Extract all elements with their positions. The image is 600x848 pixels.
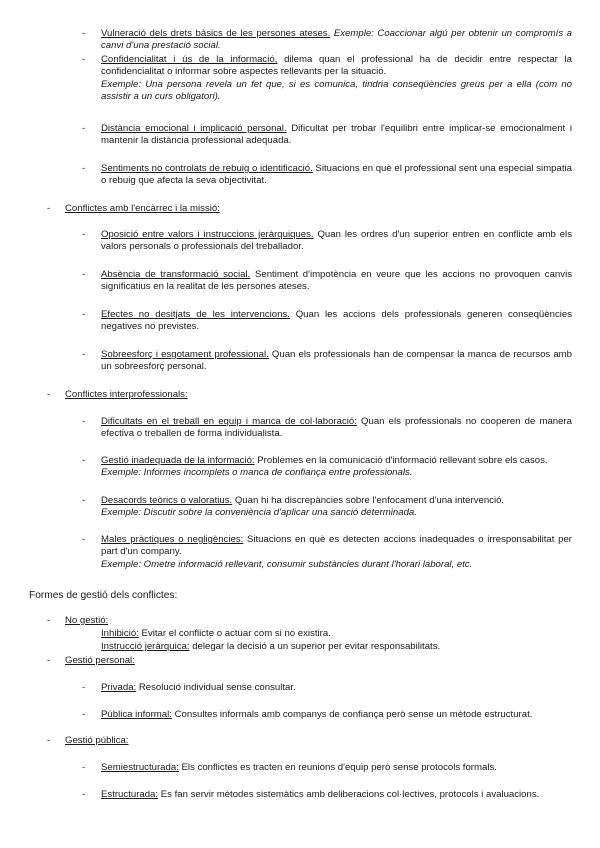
conflict-item	[101, 534, 572, 571]
management-description: Es fan servir mètodes sistemàtics amb deliberacions col·lectives, protocols i avaluacions.	[160, 789, 540, 800]
conflict-term: Gestió inadequada de la informació:	[101, 455, 255, 466]
bullet-dash: -	[82, 495, 86, 506]
management-description: Evitar el conflicte o actuar com si no existira.	[141, 628, 331, 639]
conflict-description: Quan les accions dels professionals generen conseqüències negatives no previstes.	[101, 309, 572, 333]
bullet-dash: -	[47, 735, 51, 746]
bullet-dash: -	[82, 309, 86, 320]
management-term: Semiestructurada:	[101, 762, 179, 773]
conflict-term: Sentiments no controlats de rebuig o identificació.	[101, 163, 313, 174]
conflict-example: Exemple: Una persona revela un fet que, si es comunica, tindria conseqüències greus per a ella (com no assistir a un curs obligatori).	[101, 78, 572, 103]
conflict-term: Oposició entre valors i instruccions jeràrquiques.	[101, 229, 314, 240]
management-term: Privada:	[101, 682, 137, 693]
bullet-dash: -	[82, 789, 86, 800]
conflict-item	[101, 309, 572, 334]
management-description: Resolució individual sense consultar.	[138, 682, 296, 693]
bullet-dash: -	[82, 123, 86, 134]
conflict-term: Males pràctiques o negligències:	[101, 534, 244, 545]
conflict-description: Dificultat per trobar l'equilibri entre implicar-se emocionalment i mantenir la distància professional adequada.	[101, 123, 572, 147]
bullet-dash: -	[82, 229, 86, 240]
bullet-dash: -	[82, 28, 86, 39]
bullet-dash: -	[82, 163, 86, 174]
conflict-term: Sobreesforç i esgotament professional.	[101, 349, 269, 360]
conflict-item	[101, 349, 572, 374]
conflict-term: Desacords teòrics o valoratius.	[101, 495, 233, 506]
conflict-example: Exemple: Ometre informació rellevant, consumir substàncies durant l'horari laboral, etc.	[101, 558, 473, 570]
conflict-example: Exemple: Discutir sobre la conveniència d'aplicar una sanció determinada.	[101, 507, 417, 519]
group-title	[65, 735, 572, 747]
conflict-description: Quan els professionals han de compensar la manca de recursos amb un sobreesforç personal.	[101, 349, 572, 373]
bullet-dash: -	[47, 389, 51, 400]
conflict-term: Dificultats en el treball en equip i manca de col·laboració:	[101, 416, 357, 427]
conflict-item	[101, 54, 572, 104]
conflict-term: Efectes no desitjats de les intervencions.	[101, 309, 290, 320]
management-term: Inhibició:	[101, 628, 139, 639]
conflict-item	[101, 416, 572, 441]
conflict-item	[101, 269, 572, 294]
conflict-example: Exemple: Coaccionar algú per obtenir un compromís a canvi d'una prestació social.	[101, 28, 572, 52]
bullet-dash: -	[82, 682, 86, 693]
conflict-term: Absència de transformació social.	[101, 269, 251, 280]
conflict-item	[101, 495, 572, 520]
management-description: delegar la decisió a un superior per evitar responsabilitats.	[192, 641, 441, 652]
conflict-description: Quan les ordres d'un superior entren en conflicte amb els valors personals o professionals del treballador.	[101, 229, 572, 253]
group-title	[65, 203, 572, 215]
management-item	[101, 628, 572, 640]
bullet-dash: -	[82, 349, 86, 360]
conflict-item	[101, 163, 572, 188]
group-title	[65, 389, 572, 401]
management-term: Pública informal:	[101, 709, 172, 720]
group-title-text: No gestió:	[65, 615, 109, 626]
bullet-dash: -	[82, 762, 86, 773]
bullet-dash: -	[82, 709, 86, 720]
management-description: Consultes informals amb companys de confiança però sense un mètode estructurat.	[174, 709, 533, 720]
group-title-text: Conflictes amb l'encàrrec i la missió:	[65, 203, 220, 214]
conflict-term: Distància emocional i implicació personal.	[101, 123, 287, 134]
group-title-text: Gestió pública:	[65, 735, 129, 746]
group-title-text: Conflictes interprofessionals:	[65, 389, 188, 400]
management-item	[101, 641, 572, 653]
conflict-term: Vulneració dels drets bàsics de les persones ateses.	[101, 28, 331, 39]
management-item	[101, 682, 572, 694]
management-term: Estructurada:	[101, 789, 159, 800]
bullet-dash: -	[82, 54, 86, 65]
group-title	[65, 615, 572, 627]
management-item	[101, 709, 572, 721]
conflict-description: Situacions en què el professional sent una especial simpatia o rebuig que afecta la seva objectivitat.	[101, 163, 572, 187]
group-title	[65, 655, 572, 667]
conflict-item	[101, 229, 572, 254]
conflict-description: Sentiment d'impotència en veure que les accions no provoquen canvis significatius en la realitat de les persones ateses.	[101, 269, 572, 293]
conflict-item	[101, 28, 572, 53]
management-item	[101, 762, 572, 774]
bullet-dash: -	[47, 203, 51, 214]
management-term: Instrucció jeràrquica:	[101, 641, 190, 652]
conflict-description: Problemes en la comunicació d'informació rellevant sobre els casos.	[257, 455, 548, 466]
conflict-description: dilema quan el professional ha de decidir entre respectar la confidencialitat o informar sobre aspectes rellevants per la situació.	[101, 54, 573, 78]
conflict-example: Exemple: Informes incomplets o manca de confiança entre professionals.	[101, 467, 413, 479]
management-description: Els conflictes es tracten en reunions d'equip però sense protocols formals.	[181, 762, 497, 773]
conflict-item	[101, 455, 572, 480]
bullet-dash: -	[82, 269, 86, 280]
conflict-item	[101, 123, 572, 148]
bullet-dash: -	[82, 455, 86, 466]
bullet-dash: -	[47, 615, 51, 626]
conflict-description: Situacions en què es detecten accions inadequades o irresponsabilitat per part d'un company.	[101, 534, 572, 558]
bullet-dash: -	[47, 655, 51, 666]
bullet-dash: -	[82, 534, 86, 545]
section-heading: Formes de gestió dels conflictes:	[29, 590, 178, 601]
conflict-description: Quan hi ha discrepàncies sobre l'enfocament d'una intervenció.	[234, 495, 505, 506]
group-title-text: Gestió personal:	[65, 655, 135, 666]
bullet-dash: -	[82, 416, 86, 427]
conflict-term: Confidencialitat i ús de la informació,	[101, 54, 278, 65]
management-item	[101, 789, 572, 801]
conflict-description: Quan els professionals no cooperen de manera efectiva o treballen de forma individualista.	[101, 416, 572, 440]
